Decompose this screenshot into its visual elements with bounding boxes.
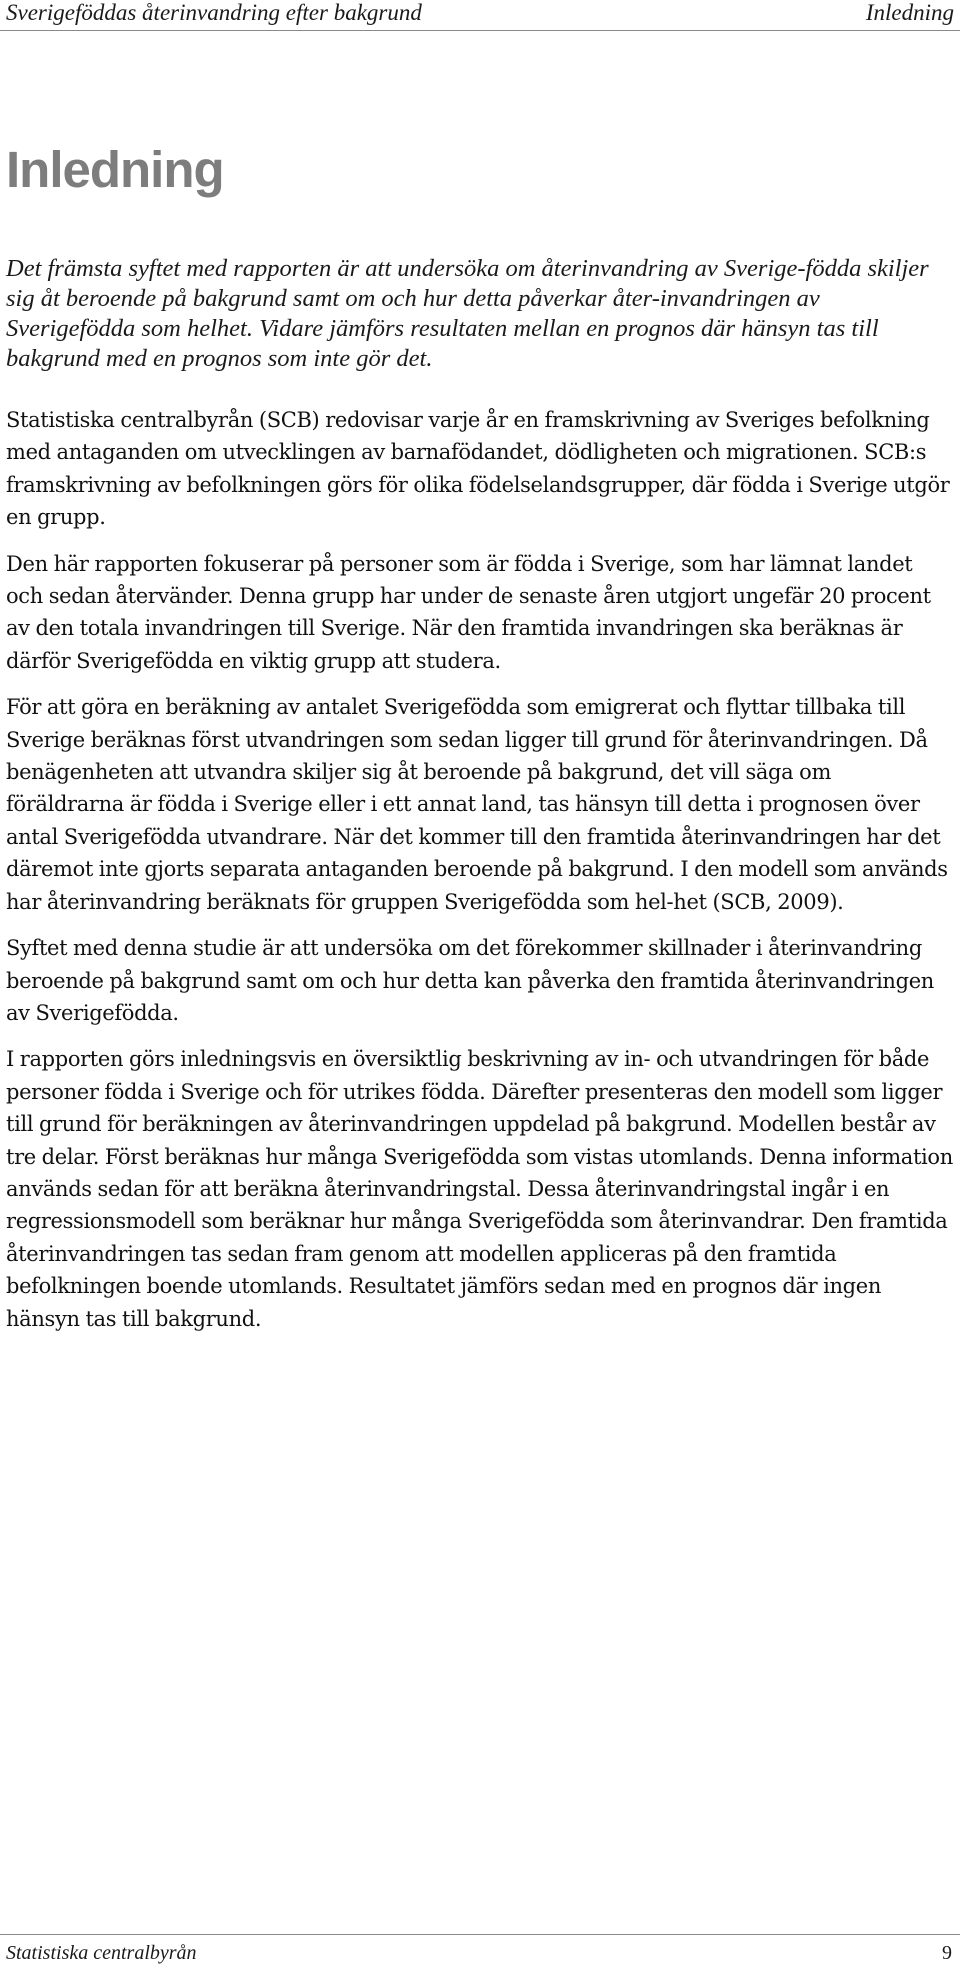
page-number: 9 [942, 1942, 952, 1964]
body-paragraph-1: Statistiska centralbyrån (SCB) redovisar varje år en framskrivning av Sveriges befolkning med antaganden om utvecklingen av barnafödandet, dödligheten och migrationen. SCB:s framskrivning av befolkningen görs för olika födelselandsgrupper, där födda i Sverige utgör en grupp. [6, 408, 950, 530]
body-paragraph-2: Den här rapporten fokuserar på personer som är födda i Sverige, som har lämnat landet och sedan återvänder. Denna grupp har under de senaste åren utgjort ungefär 20 procent av den totala invandringen till Sverige. När den framtida invandringen ska beräknas är därför Sverigefödda en viktig grupp att studera. [6, 551, 931, 673]
body-paragraph-3: För att göra en beräkning av antalet Sverigefödda som emigrerat och flyttar tillbaka till Sverige beräknas först utvandringen som sedan ligger till grund för återinvandringen. Då benägenheten att utvandra skiljer sig åt beroende på bakgrund, det vill säga om föräldrarna är födda i Sverige eller i ett annat land, tas hänsyn till detta i prognosen över antal Sverigefödda utvandrare. När det kommer till den framtida återinvandringen har det däremot inte gjorts separata antaganden beroende på bakgrund. I den modell som används har återinvandring beräknats för gruppen Sverigefödda som hel-het (SCB, 2009). [6, 695, 948, 914]
footer-publisher: Statistiska centralbyrån [6, 1942, 197, 1964]
running-header-chapter: Inledning [865, 0, 954, 25]
running-header [0, 0, 960, 31]
chapter-title: Inledning [6, 141, 224, 198]
body-paragraph-5: I rapporten görs inledningsvis en översiktlig beskrivning av in- och utvandringen för både personer födda i Sverige och för utrikes födda. Därefter presenteras den modell som ligger till grund för beräkningen av återinvandringen uppdelad på bakgrund. Modellen består av tre delar. Först beräknas hur många Sverigefödda som vistas utomlands. Denna information används sedan för att beräkna återinvandringstal. Dessa återinvandringstal ingår i en regressionsmodell som beräknar hur många Sverigefödda som återinvandrar. Den framtida återinvandringen tas sedan fram genom att modellen appliceras på den framtida befolkningen boende utomlands. Resultatet jämförs sedan med en prognos där ingen hänsyn tas till bakgrund. [6, 1047, 953, 1331]
intro-paragraph: Det främsta syftet med rapporten är att undersöka om återinvandring av Sverige-födda skiljer sig åt beroende på bakgrund samt om och hur detta påverkar åter-invandringen av Sverigefödda som helhet. Vidare jämförs resultaten mellan en prognos där hänsyn tas till bakgrund med en prognos som inte gör det. [6, 255, 929, 372]
page-footer [0, 1934, 960, 1970]
running-header-report-title: Sverigeföddas återinvandring efter bakgrund [6, 0, 422, 25]
body-text [6, 404, 954, 1349]
body-paragraph-4: Syftet med denna studie är att undersöka om det förekommer skillnader i återinvandring beroende på bakgrund samt om och hur detta kan påverka den framtida återinvandringen av Sverigefödda. [6, 936, 934, 1025]
